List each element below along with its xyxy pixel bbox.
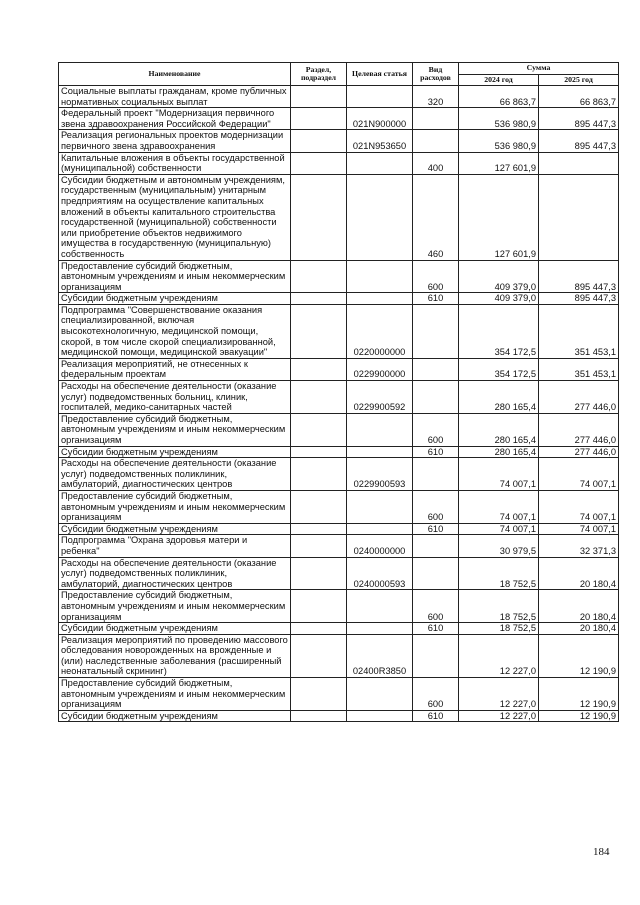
- cell-y2024: 354 172,5: [459, 358, 539, 380]
- cell-razdel: [291, 523, 347, 535]
- header-razdel: Раздел, подраздел: [291, 63, 347, 86]
- cell-name: Социальные выплаты гражданам, кроме публичных нормативных социальных выплат: [59, 86, 291, 108]
- cell-type: 610: [413, 623, 459, 635]
- cell-y2024: 280 165,4: [459, 381, 539, 414]
- table-row: [59, 174, 619, 260]
- cell-razdel: [291, 86, 347, 108]
- cell-y2025: 20 180,4: [539, 623, 619, 635]
- cell-y2025: 20 180,4: [539, 557, 619, 590]
- cell-type: 610: [413, 446, 459, 458]
- cell-name: Субсидии бюджетным учреждениям: [59, 446, 291, 458]
- table-row: [59, 293, 619, 305]
- cell-y2024: 12 227,0: [459, 634, 539, 677]
- cell-y2024: 12 227,0: [459, 678, 539, 711]
- cell-type: 600: [413, 490, 459, 523]
- cell-name: Предоставление субсидий бюджетным, автономным учреждениям и иным некоммерческим организациям: [59, 413, 291, 446]
- cell-name: Федеральный проект "Модернизация первичного звена здравоохранения Российской Федерации": [59, 108, 291, 130]
- cell-y2025: 32 371,3: [539, 535, 619, 557]
- cell-type: 600: [413, 678, 459, 711]
- header-sum: Сумма: [459, 63, 619, 75]
- table-row: [59, 446, 619, 458]
- table-row: [59, 623, 619, 635]
- cell-y2024: 18 752,5: [459, 590, 539, 623]
- cell-target: [347, 152, 413, 174]
- cell-y2024: 12 227,0: [459, 710, 539, 722]
- cell-target: 0240000000: [347, 535, 413, 557]
- cell-name: Расходы на обеспечение деятельности (оказание услуг) подведомственных поликлиник, амбулаторий, диагностических центров: [59, 557, 291, 590]
- cell-y2024: 127 601,9: [459, 152, 539, 174]
- cell-y2025: 277 446,0: [539, 381, 619, 414]
- cell-name: Предоставление субсидий бюджетным, автономным учреждениям и иным некоммерческим организациям: [59, 490, 291, 523]
- cell-name: Субсидии бюджетным и автономным учреждениям, государственным (муниципальным) унитарным предприятиям на осуществление капитальных вложений в объекты капитального строительства государственной (муниципальной) собственности или приобретение объектов недвижимого имущества в государственную (муниципальную) собственность: [59, 174, 291, 260]
- cell-target: [347, 86, 413, 108]
- cell-name: Субсидии бюджетным учреждениям: [59, 623, 291, 635]
- table-row: [59, 152, 619, 174]
- table-row: [59, 710, 619, 722]
- cell-y2024: 18 752,5: [459, 623, 539, 635]
- budget-table: [58, 62, 619, 722]
- cell-y2025: 12 190,9: [539, 710, 619, 722]
- cell-target: [347, 710, 413, 722]
- cell-name: Субсидии бюджетным учреждениям: [59, 293, 291, 305]
- cell-y2025: 277 446,0: [539, 446, 619, 458]
- cell-name: Предоставление субсидий бюджетным, автономным учреждениям и иным некоммерческим организациям: [59, 590, 291, 623]
- cell-name: Субсидии бюджетным учреждениям: [59, 523, 291, 535]
- table-row: [59, 557, 619, 590]
- cell-target: [347, 293, 413, 305]
- table-row: [59, 523, 619, 535]
- cell-razdel: [291, 381, 347, 414]
- cell-y2024: 536 980,9: [459, 108, 539, 130]
- cell-target: [347, 174, 413, 260]
- cell-razdel: [291, 130, 347, 152]
- cell-target: [347, 623, 413, 635]
- cell-razdel: [291, 490, 347, 523]
- cell-name: Подпрограмма "Охрана здоровья матери и ребенка": [59, 535, 291, 557]
- cell-razdel: [291, 260, 347, 293]
- cell-type: [413, 458, 459, 491]
- cell-razdel: [291, 458, 347, 491]
- table-row: [59, 458, 619, 491]
- cell-target: 0220000000: [347, 304, 413, 358]
- cell-type: 400: [413, 152, 459, 174]
- table-row: [59, 634, 619, 677]
- cell-y2024: 127 601,9: [459, 174, 539, 260]
- cell-y2024: 280 165,4: [459, 413, 539, 446]
- cell-name: Предоставление субсидий бюджетным, автономным учреждениям и иным некоммерческим организациям: [59, 678, 291, 711]
- header-2025: 2025 год: [539, 74, 619, 86]
- cell-type: 610: [413, 293, 459, 305]
- cell-name: Субсидии бюджетным учреждениям: [59, 710, 291, 722]
- cell-target: [347, 490, 413, 523]
- table-row: [59, 358, 619, 380]
- cell-type: 600: [413, 413, 459, 446]
- cell-type: [413, 634, 459, 677]
- cell-razdel: [291, 446, 347, 458]
- cell-name: Предоставление субсидий бюджетным, автономным учреждениям и иным некоммерческим организациям: [59, 260, 291, 293]
- cell-target: 0229900592: [347, 381, 413, 414]
- cell-target: 021N900000: [347, 108, 413, 130]
- cell-y2025: [539, 174, 619, 260]
- cell-y2024: 18 752,5: [459, 557, 539, 590]
- cell-name: Расходы на обеспечение деятельности (оказание услуг) подведомственных больниц, клиник, госпиталей, медико-санитарных частей: [59, 381, 291, 414]
- cell-y2024: 409 379,0: [459, 260, 539, 293]
- cell-y2024: 280 165,4: [459, 446, 539, 458]
- cell-type: 610: [413, 523, 459, 535]
- cell-razdel: [291, 590, 347, 623]
- table-row: [59, 260, 619, 293]
- cell-razdel: [291, 710, 347, 722]
- cell-y2024: 536 980,9: [459, 130, 539, 152]
- cell-y2024: 74 007,1: [459, 490, 539, 523]
- cell-y2025: 12 190,9: [539, 634, 619, 677]
- cell-target: [347, 260, 413, 293]
- cell-razdel: [291, 557, 347, 590]
- table-row: [59, 535, 619, 557]
- cell-razdel: [291, 623, 347, 635]
- cell-type: 600: [413, 590, 459, 623]
- table-row: [59, 304, 619, 358]
- cell-y2025: 74 007,1: [539, 458, 619, 491]
- cell-type: [413, 130, 459, 152]
- cell-target: 021N953650: [347, 130, 413, 152]
- cell-y2025: 66 863,7: [539, 86, 619, 108]
- header-name: Наименование: [59, 63, 291, 86]
- cell-target: [347, 590, 413, 623]
- cell-target: [347, 446, 413, 458]
- table-row: [59, 490, 619, 523]
- cell-type: 600: [413, 260, 459, 293]
- cell-target: 0229900000: [347, 358, 413, 380]
- cell-y2025: 277 446,0: [539, 413, 619, 446]
- cell-razdel: [291, 304, 347, 358]
- table-body: [59, 86, 619, 722]
- table-row: [59, 678, 619, 711]
- header-target: Целевая статья: [347, 63, 413, 86]
- cell-name: Реализация мероприятий по проведению массового обследования новорожденных на врожденные и (или) наследственные заболевания (расширенный неонатальный скрининг): [59, 634, 291, 677]
- header-type: Вид расходов: [413, 63, 459, 86]
- cell-y2025: 895 447,3: [539, 293, 619, 305]
- cell-type: [413, 535, 459, 557]
- cell-target: 02400R3850: [347, 634, 413, 677]
- cell-y2025: 895 447,3: [539, 108, 619, 130]
- cell-type: 610: [413, 710, 459, 722]
- cell-name: Подпрограмма "Совершенствование оказания специализированной, включая высокотехнологичную, медицинской помощи, скорой, в том числе скорой специализированной, медицинской помощи, медицинской эвакуации": [59, 304, 291, 358]
- page-number: 184: [593, 846, 610, 858]
- cell-razdel: [291, 634, 347, 677]
- cell-razdel: [291, 108, 347, 130]
- cell-type: [413, 304, 459, 358]
- cell-y2025: 351 453,1: [539, 358, 619, 380]
- table-row: [59, 108, 619, 130]
- cell-y2025: 74 007,1: [539, 490, 619, 523]
- cell-y2025: 12 190,9: [539, 678, 619, 711]
- cell-y2024: 74 007,1: [459, 523, 539, 535]
- cell-y2025: [539, 152, 619, 174]
- cell-name: Реализация мероприятий, не отнесенных к федеральным проектам: [59, 358, 291, 380]
- cell-razdel: [291, 358, 347, 380]
- cell-y2024: 30 979,5: [459, 535, 539, 557]
- cell-type: [413, 108, 459, 130]
- cell-y2024: 354 172,5: [459, 304, 539, 358]
- cell-y2025: 74 007,1: [539, 523, 619, 535]
- cell-razdel: [291, 174, 347, 260]
- table-row: [59, 130, 619, 152]
- cell-razdel: [291, 678, 347, 711]
- cell-type: [413, 381, 459, 414]
- cell-name: Расходы на обеспечение деятельности (оказание услуг) подведомственных поликлиник, амбулаторий, диагностических центров: [59, 458, 291, 491]
- cell-y2025: 351 453,1: [539, 304, 619, 358]
- cell-type: [413, 557, 459, 590]
- cell-razdel: [291, 293, 347, 305]
- table-row: [59, 590, 619, 623]
- cell-type: 320: [413, 86, 459, 108]
- cell-razdel: [291, 535, 347, 557]
- cell-target: [347, 523, 413, 535]
- table-row: [59, 413, 619, 446]
- cell-name: Реализация региональных проектов модернизации первичного звена здравоохранения: [59, 130, 291, 152]
- cell-y2025: 895 447,3: [539, 130, 619, 152]
- cell-name: Капитальные вложения в объекты государственной (муниципальной) собственности: [59, 152, 291, 174]
- table-row: [59, 381, 619, 414]
- cell-type: [413, 358, 459, 380]
- cell-y2024: 66 863,7: [459, 86, 539, 108]
- cell-y2025: 20 180,4: [539, 590, 619, 623]
- header-2024: 2024 год: [459, 74, 539, 86]
- cell-razdel: [291, 152, 347, 174]
- cell-target: 0240000593: [347, 557, 413, 590]
- cell-razdel: [291, 413, 347, 446]
- cell-type: 460: [413, 174, 459, 260]
- cell-target: [347, 678, 413, 711]
- cell-y2024: 409 379,0: [459, 293, 539, 305]
- cell-target: [347, 413, 413, 446]
- cell-y2024: 74 007,1: [459, 458, 539, 491]
- cell-target: 0229900593: [347, 458, 413, 491]
- cell-y2025: 895 447,3: [539, 260, 619, 293]
- table-row: [59, 86, 619, 108]
